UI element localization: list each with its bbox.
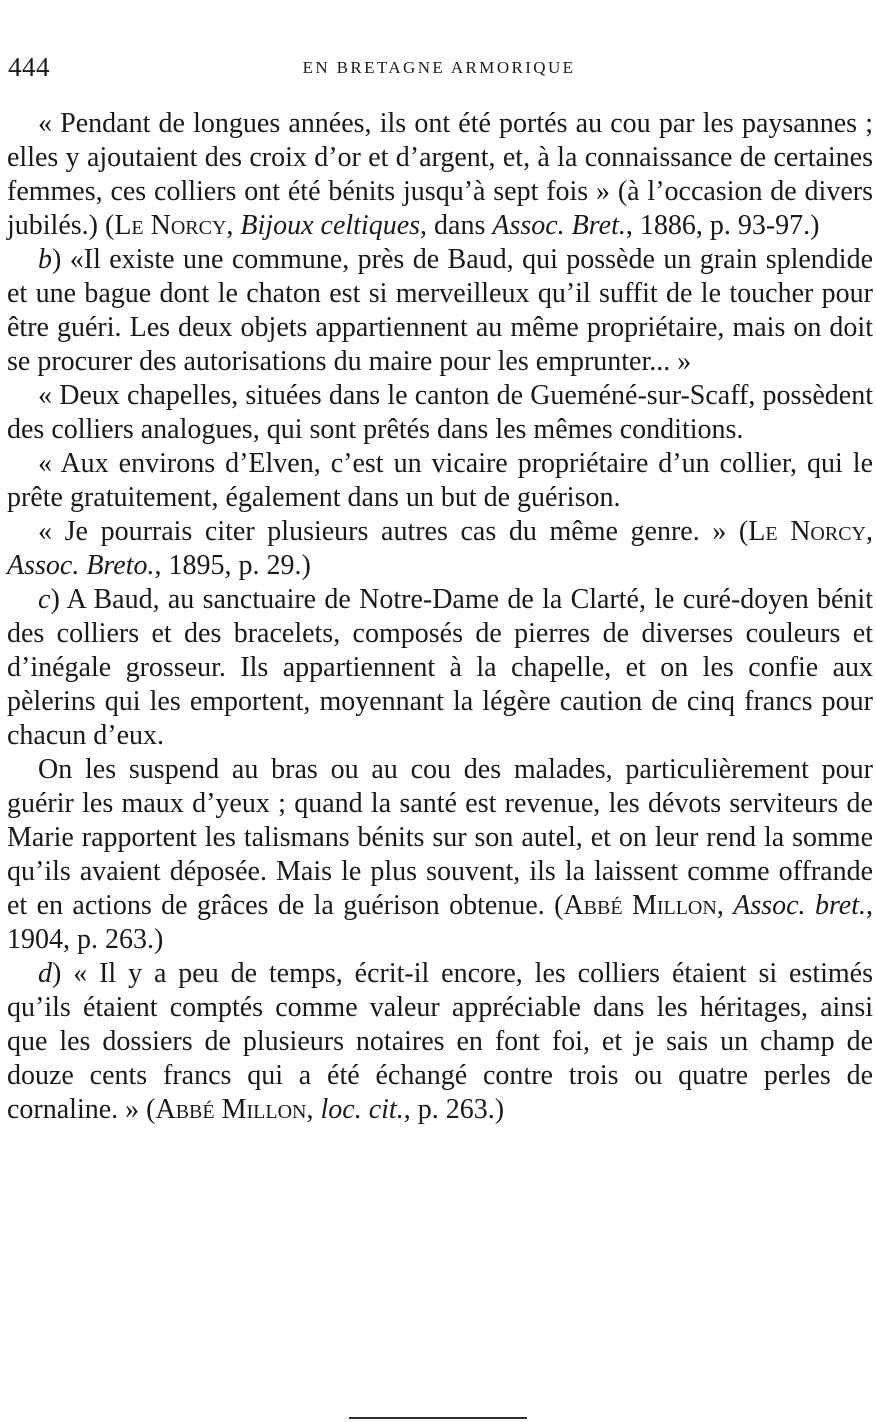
p2-text: ) «Il existe une commune, près de Baud, qui possède un grain splendide et une bague dont le chaton est si merveilleux qu’il suffit de le toucher pour être guéri. Les deux objets appartiennent au même propriétaire, mais on doit se procurer des autorisations du maire pour les emprunter... » (7, 244, 873, 377)
paragraph-1: « Pendant de longues années, ils ont été portés au cou par les paysannes ; elles y ajoutaient des croix d’or et d’argent, et, à la connaissance de certaines femmes, ces colliers ont été bénits jusqu’à sept fois » (à l’occasion de divers jubilés.) (Le Norcy, Bijoux celtiques, dans Assoc. Bret., 1886, p. 93-97.) (7, 108, 873, 241)
paragraph-5: « Je pourrais citer plusieurs autres cas du même genre. » (Le Norcy, Assoc. Breto., 1895, p. 29.) (7, 516, 873, 581)
paragraph-8: d) « Il y a peu de temps, écrit-il encore, les colliers étaient si estimés qu’ils étaient comptés comme valeur appréciable dans les héritages, ainsi que les dossiers de plusieurs notaires en font foi, et je sais un champ de douze cents francs qui a été échangé contre trois ou quatre perles de cornaline. » (Abbé Millon, loc. cit., p. 263.) (7, 958, 873, 1125)
author-name: Abbé Millon (563, 890, 717, 921)
paragraph-3 (7, 379, 873, 447)
reference-abbrev: loc. cit. (320, 1094, 404, 1125)
item-label: d (38, 958, 52, 989)
item-label: b (38, 244, 52, 275)
page-number: 444 (8, 52, 50, 82)
journal-title: Assoc. Breto. (7, 550, 155, 581)
paragraph-4 (7, 447, 873, 515)
journal-title: Assoc. Bret. (492, 210, 626, 241)
journal-title: Assoc. bret. (733, 890, 867, 921)
footer-rule (349, 1417, 527, 1419)
p1-text: « Pendant de longues années, ils ont été portés au cou par les paysannes ; elles y ajoutaient des croix d’or et d’argent, et, à la connaissance de certaines femmes, ces colliers ont été bénits jusqu’à sept fois » (à l’occasion de divers jubilés.) ( (7, 108, 873, 241)
author-name: Abbé Millon (155, 1094, 307, 1125)
paragraph-6 (7, 583, 873, 753)
p5-text: « Je pourrais citer plusieurs autres cas du même genre. » ( (38, 516, 749, 547)
p4-text: « Aux environs d’Elven, c’est un vicaire propriétaire d’un collier, qui le prête gratuitement, également dans un but de guérison. (7, 448, 873, 513)
p8-text: ) « Il y a peu de temps, écrit-il encore, les colliers étaient si estimés qu’ils étaient comptés comme valeur appréciable dans les héritages, ainsi que les dossiers de plusieurs notaires en font foi, et je sais un champ de douze cents francs qui a été échangé contre trois ou quatre perles de cornaline. » ( (7, 958, 873, 1125)
work-title: Bijoux celtiques (240, 210, 421, 241)
item-label: c (38, 584, 51, 615)
author-name: Le Norcy (114, 210, 227, 241)
paragraph-2 (7, 243, 873, 379)
p6-text: ) A Baud, au sanctuaire de Notre-Dame de la Clarté, le curé-doyen bénit des colliers et des bracelets, composés de pierres de diverses couleurs et d’inégale grosseur. Ils appartiennent à la chapelle, et on les confie aux pèlerins qui les emportent, moyennant la légère caution de cinq francs pour chacun d’eux. (7, 584, 873, 751)
paragraph-7: On les suspend au bras ou au cou des malades, particulièrement pour guérir les maux d’yeux ; quand la santé est revenue, les dévots serviteurs de Marie rapportent les talismans bénits sur son autel, et on leur rend la somme qu’ils avaient déposée. Mais le plus souvent, ils la laissent comme offrande et en actions de grâces de la guérison obtenue. (Abbé Millon, Assoc. bret., 1904, p. 263.) (7, 754, 874, 955)
running-title: EN BRETAGNE ARMORIQUE (302, 58, 576, 77)
p3-text: « Deux chapelles, situées dans le canton de Gueméné-sur-Scaff, possèdent des colliers analogues, qui sont prêtés dans les mêmes conditions. (7, 380, 873, 445)
page-header (8, 52, 870, 86)
author-name: Le Norcy (748, 516, 866, 547)
body-text (7, 107, 873, 1127)
p7-text: On les suspend au bras ou au cou des malades, particulièrement pour guérir les maux d’yeux ; quand la santé est revenue, les dévots serviteurs de Marie rapportent les talismans bénits sur son autel, et on leur rend la somme qu’ils avaient déposée. Mais le plus souvent, ils la laissent comme offrande et en actions de grâces de la guérison obtenue. ( (7, 754, 873, 921)
